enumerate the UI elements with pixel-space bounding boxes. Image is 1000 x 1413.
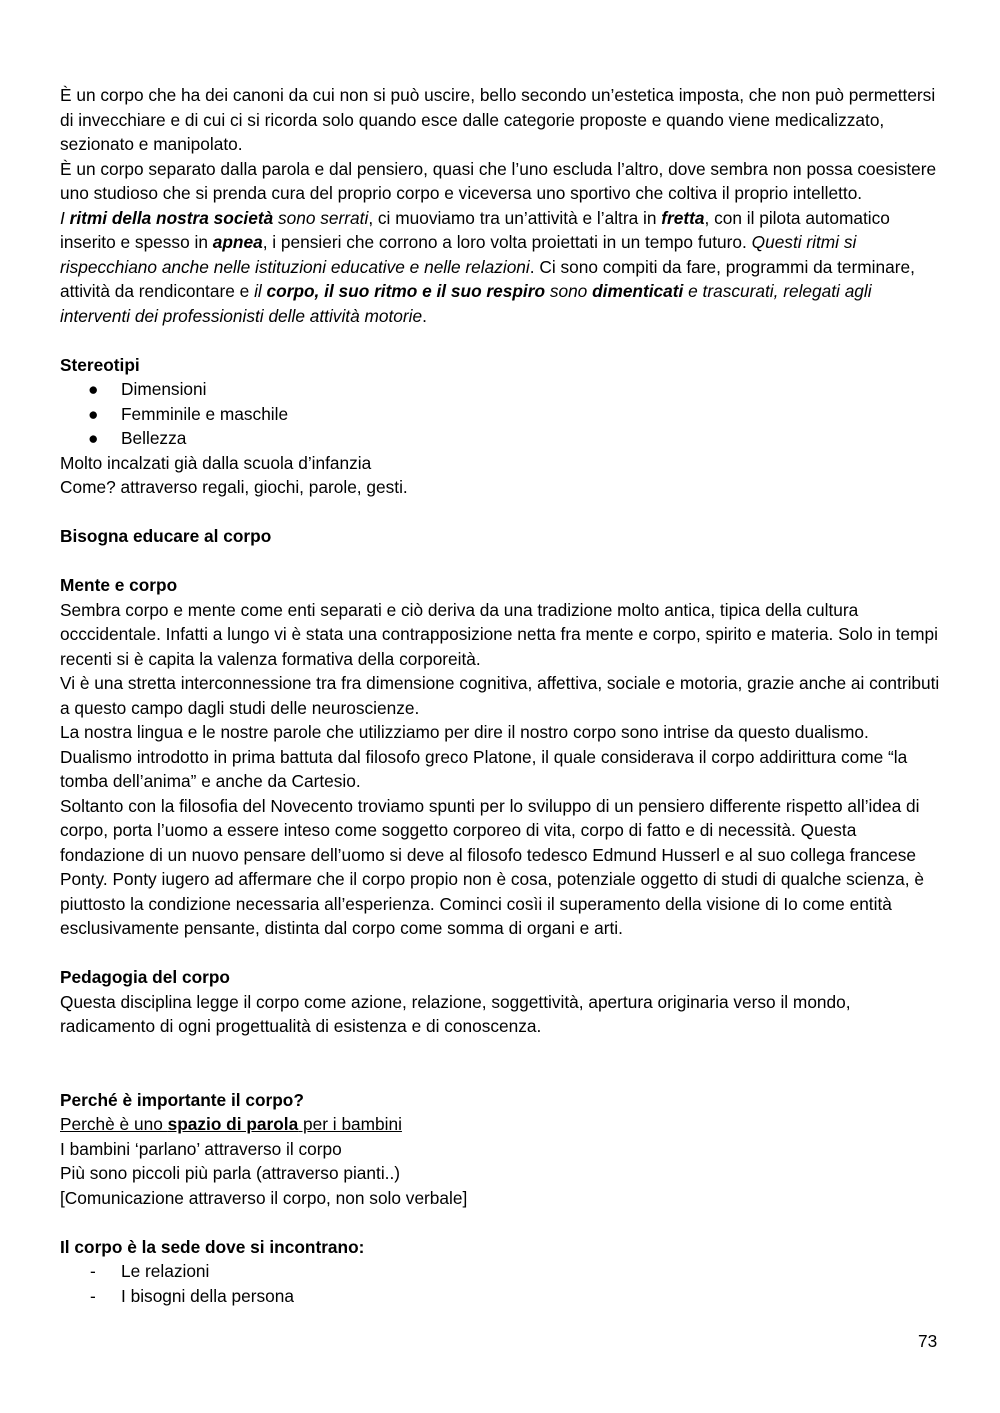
perche-line-3: Più sono piccoli più parla (attraverso pianti..) [60, 1163, 401, 1183]
bullet-icon: ● [88, 403, 99, 424]
perche-line-2: I bambini ‘parlano’ attraverso il corpo [60, 1138, 342, 1159]
bullet-icon: ● [88, 379, 99, 399]
perche-heading: Perché è importante il corpo? [60, 1089, 304, 1110]
stereotipi-heading: Stereotipi [60, 354, 140, 375]
list-item: - I bisogni della persona [60, 1284, 940, 1309]
dash-icon: - [90, 1261, 96, 1281]
stereotipi-line-2: Come? attraverso regali, giochi, parole, gesti. [60, 477, 408, 497]
spacer [60, 500, 940, 525]
spacer [60, 941, 940, 966]
mente-paragraph-2: Vi è una stretta interconnessione tra fra dimensione cognitiva, affettiva, sociale e motoria, grazie anche ai contributi a questo campo dagli studi delle neuroscienze. [60, 673, 940, 718]
spacer [60, 549, 940, 574]
intro-paragraph-1: È un corpo che ha dei canoni da cui non si può uscire, bello secondo un’estetica imposta, che non può permettersi di invecchiare e di cui ci si ricorda solo quando esce dalle categorie proposte e quando viene medicalizzato, sezionato e manipolato. [60, 85, 936, 154]
dash-icon: - [90, 1285, 96, 1306]
mente-heading: Mente e corpo [60, 575, 178, 595]
stereotipi-list [60, 377, 940, 451]
document-body [60, 83, 940, 1308]
list-item: ● Femminile e maschile [60, 402, 940, 427]
mente-paragraph-4: Soltanto con la filosofia del Novecento troviamo spunti per lo sviluppo di un pensiero differente rispetto all’idea di corpo, porta l’uomo a essere inteso come soggetto corporeo di vita, corpo di fatto e di necessità. Questa fondazione di un nuovo pensare dell’uomo si deve al filosofo tedesco Edmund Husserl e al suo collega francese Ponty. Ponty iugero ad affermare che il corpo propio non è cosa, potenziale oggetto di studi di qualche scienza, è piuttosto la condizione necessaria all’esperienza. Cominci cosìi il superamento della visione di Io come entità esclusivamente pensante, distinta dal corpo come somma di organi e arti. [60, 795, 924, 938]
spacer [60, 1039, 940, 1088]
list-item: ● Dimensioni [60, 377, 940, 402]
intro-paragraph-3: I ritmi della nostra società sono serrati, ci muoviamo tra un’attività e l’altra in fretta, con il pilota automatico inserito e spesso in apnea, i pensieri che corrono a loro volta proiettati in un tempo futuro. Questi ritmi si rispecchiano anche nelle istituzioni educative e nelle relazioni. Ci sono compiti da fare, programmi da terminare, attività da rendicontare e il corpo, il suo ritmo e il suo respiro sono dimenticati e trascurati, relegati agli interventi dei professionisti delle attività motorie. [60, 207, 915, 326]
spacer [60, 1210, 940, 1235]
mente-paragraph-3: La nostra lingua e le nostre parole che utilizziamo per dire il nostro corpo sono intrise da questo dualismo. Dualismo introdotto in prima battuta dal filosofo greco Platone, il quale considerava il corpo addirittura come “la tomba dell’anima” e anche da Cartesio. [60, 722, 908, 791]
sede-list [60, 1259, 940, 1308]
educare-heading: Bisogna educare al corpo [60, 526, 272, 546]
pedagogia-heading: Pedagogia del corpo [60, 967, 230, 987]
page-number: 73 [918, 1331, 938, 1351]
bullet-icon: ● [88, 428, 99, 448]
list-item: ● Bellezza [60, 426, 940, 451]
list-item: - Le relazioni [60, 1259, 940, 1284]
mente-paragraph-1: Sembra corpo e mente come enti separati e ciò deriva da una tradizione molto antica, tipica della cultura occcidentale. Infatti a lungo vi è stata una contrapposizione netta fra mente e corpo, spirito e materia. Solo in tempi recenti si è capita la valenza formativa della corporeità. [60, 599, 939, 669]
stereotipi-line-1: Molto incalzati già dalla scuola d’infanzia [60, 452, 372, 473]
intro-paragraph-2: È un corpo separato dalla parola e dal pensiero, quasi che l’uno escluda l’altro, dove sembra non possa coesistere uno studioso che si prenda cura del proprio corpo e viceversa uno sportivo che coltiva il proprio intelletto. [60, 158, 937, 203]
perche-line-1: Perchè è uno spazio di parola per i bambini [60, 1114, 402, 1134]
perche-line-4: [Comunicazione attraverso il corpo, non solo verbale] [60, 1187, 468, 1208]
pedagogia-paragraph-1: Questa disciplina legge il corpo come azione, relazione, soggettività, apertura originaria verso il mondo, radicamento di ogni progettualità di esistenza e di conoscenza. [60, 991, 851, 1036]
sede-heading: Il corpo è la sede dove si incontrano: [60, 1236, 365, 1257]
spacer [60, 328, 940, 353]
